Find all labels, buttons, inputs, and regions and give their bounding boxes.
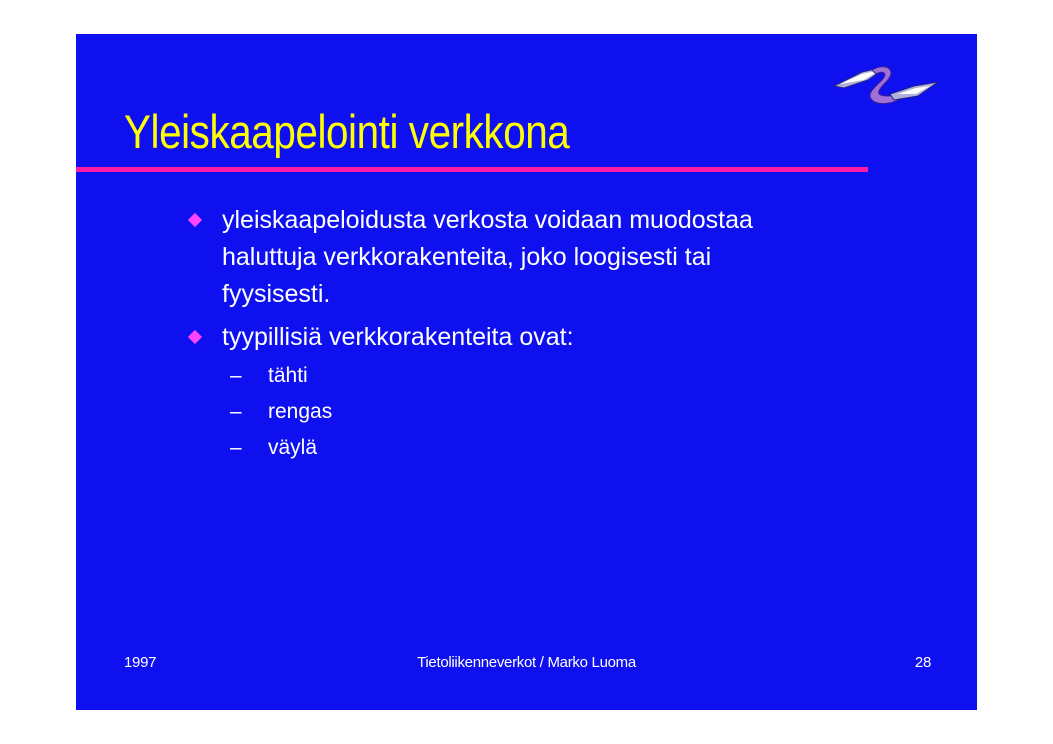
bullet-line: tyypillisiä verkkorakenteita ovat:	[222, 323, 574, 351]
footer-title: Tietoliikenneverkot / Marko Luoma	[417, 654, 636, 671]
sub-item-text: rengas	[268, 400, 333, 423]
slide-title: Yleiskaapelointi verkkona	[124, 105, 570, 158]
lightning-logo-icon	[828, 60, 942, 110]
title-divider	[76, 167, 868, 172]
bullet-item	[188, 319, 888, 466]
footer-year: 1997	[124, 654, 157, 671]
diamond-bullet-icon	[188, 213, 202, 227]
bullet-line: yleiskaapeloidusta verkosta voidaan muodostaa	[222, 206, 753, 234]
dash-marker: –	[230, 436, 242, 459]
dash-marker: –	[230, 364, 242, 387]
sub-item-text: tähti	[268, 364, 308, 387]
sub-item	[230, 394, 888, 430]
sub-item	[230, 358, 888, 394]
sub-item-text: väylä	[268, 436, 318, 459]
sub-list	[222, 358, 888, 466]
dash-marker: –	[230, 400, 242, 423]
bullet-item	[188, 202, 888, 313]
bullet-list	[188, 202, 888, 472]
sub-item	[230, 430, 888, 466]
slide	[76, 34, 977, 710]
bullet-line: fyysisesti.	[222, 280, 331, 308]
bullet-line: haluttuja verkkorakenteita, joko loogisesti tai	[222, 243, 712, 271]
diamond-bullet-icon	[188, 330, 202, 344]
footer-page-number: 28	[914, 654, 931, 671]
